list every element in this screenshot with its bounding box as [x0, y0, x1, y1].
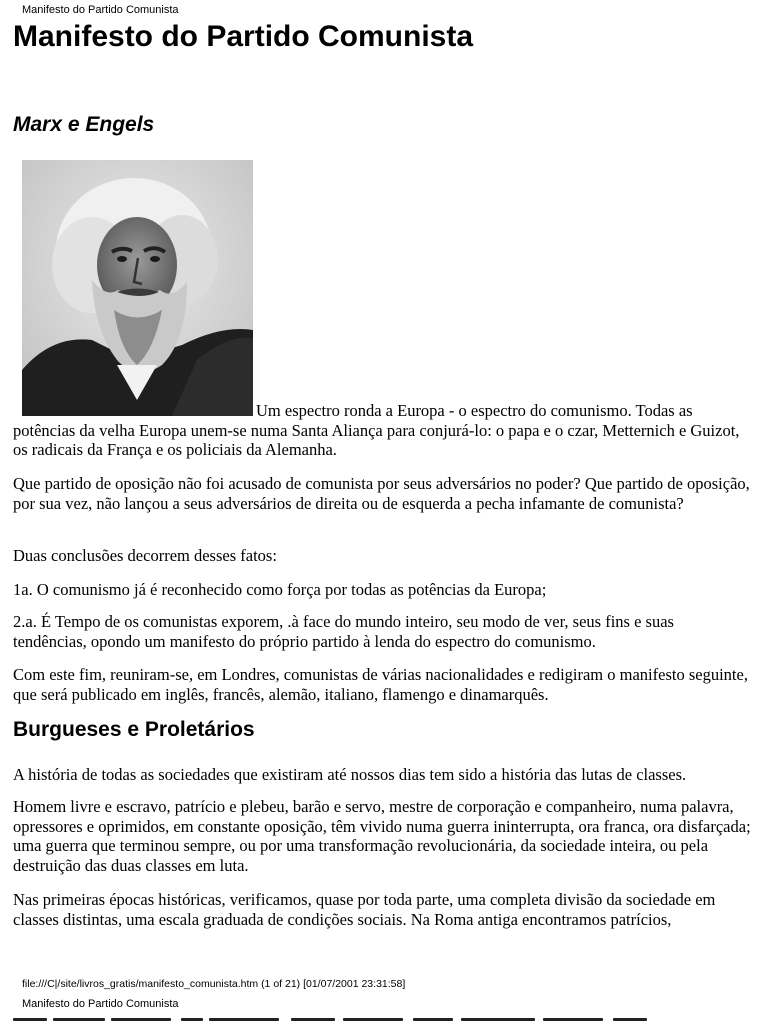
portrait-image — [22, 160, 253, 416]
paragraph-4: 1a. O comunismo já é reconhecido como força por todas as potências da Europa; — [13, 580, 547, 599]
section-paragraph-2: Homem livre e escravo, patrício e plebeu, barão e servo, mestre de corporação e companheiro, numa palavra, opressores e oprimidos, em constante oposição, têm vivido numa guerra ininterrupta, ora franca, ora disfarçada; uma guerra que terminou sempre, ou por uma transformação revolucionária, da sociedade inteira, ou pela destruição das duas classes em luta. — [13, 797, 751, 875]
section-heading: Burgueses e Proletários — [13, 718, 255, 741]
paragraph-2: Que partido de oposição não foi acusado de comunista por seus adversários no poder? Que partido de oposição, por sua vez, não lançou a seus adversários de direita ou de esquerda a pecha infamante de comunista? — [13, 474, 750, 513]
section-paragraph-1: A história de todas as sociedades que existiram até nossos dias tem sido a história das lutas de classes. — [13, 765, 687, 784]
truncated-next-line — [13, 1018, 751, 1028]
authors-subtitle: Marx e Engels — [13, 113, 155, 136]
section-paragraph-3: Nas primeiras épocas históricas, verificamos, quase por toda parte, uma completa divisão da sociedade em classes distintas, uma escala graduada de condições sociais. Na Roma antiga encontramos patrícios, — [13, 890, 716, 929]
next-page-header-title: Manifesto do Partido Comunista — [22, 998, 179, 1010]
paragraph-1: Um espectro ronda a Europa - o espectro do comunismo. Todas as potências da velha Europa unem-se numa Santa Aliança para conjurá-lo: o papa e o czar, Metternich e Guizot, os radicais da França e os policiais da Alemanha. — [13, 401, 740, 459]
footer-file-path: file:///C|/site/livros_gratis/manifesto_comunista.htm (1 of 21) [01/07/2001 23:31:58] — [22, 978, 406, 990]
page-header-title: Manifesto do Partido Comunista — [22, 4, 179, 16]
paragraph-3: Duas conclusões decorrem desses fatos: — [13, 546, 277, 565]
document-title: Manifesto do Partido Comunista — [13, 20, 474, 53]
paragraph-6: Com este fim, reuniram-se, em Londres, comunistas de várias nacionalidades e redigiram o manifesto seguinte, que será publicado em inglês, francês, alemão, italiano, flamengo e dinamarquês. — [13, 665, 748, 704]
paragraph-5: 2.a. É Tempo de os comunistas exporem, .à face do mundo inteiro, seu modo de ver, seus fins e suas tendências, opondo um manifesto do próprio partido à lenda do espectro do comunismo. — [13, 612, 674, 651]
